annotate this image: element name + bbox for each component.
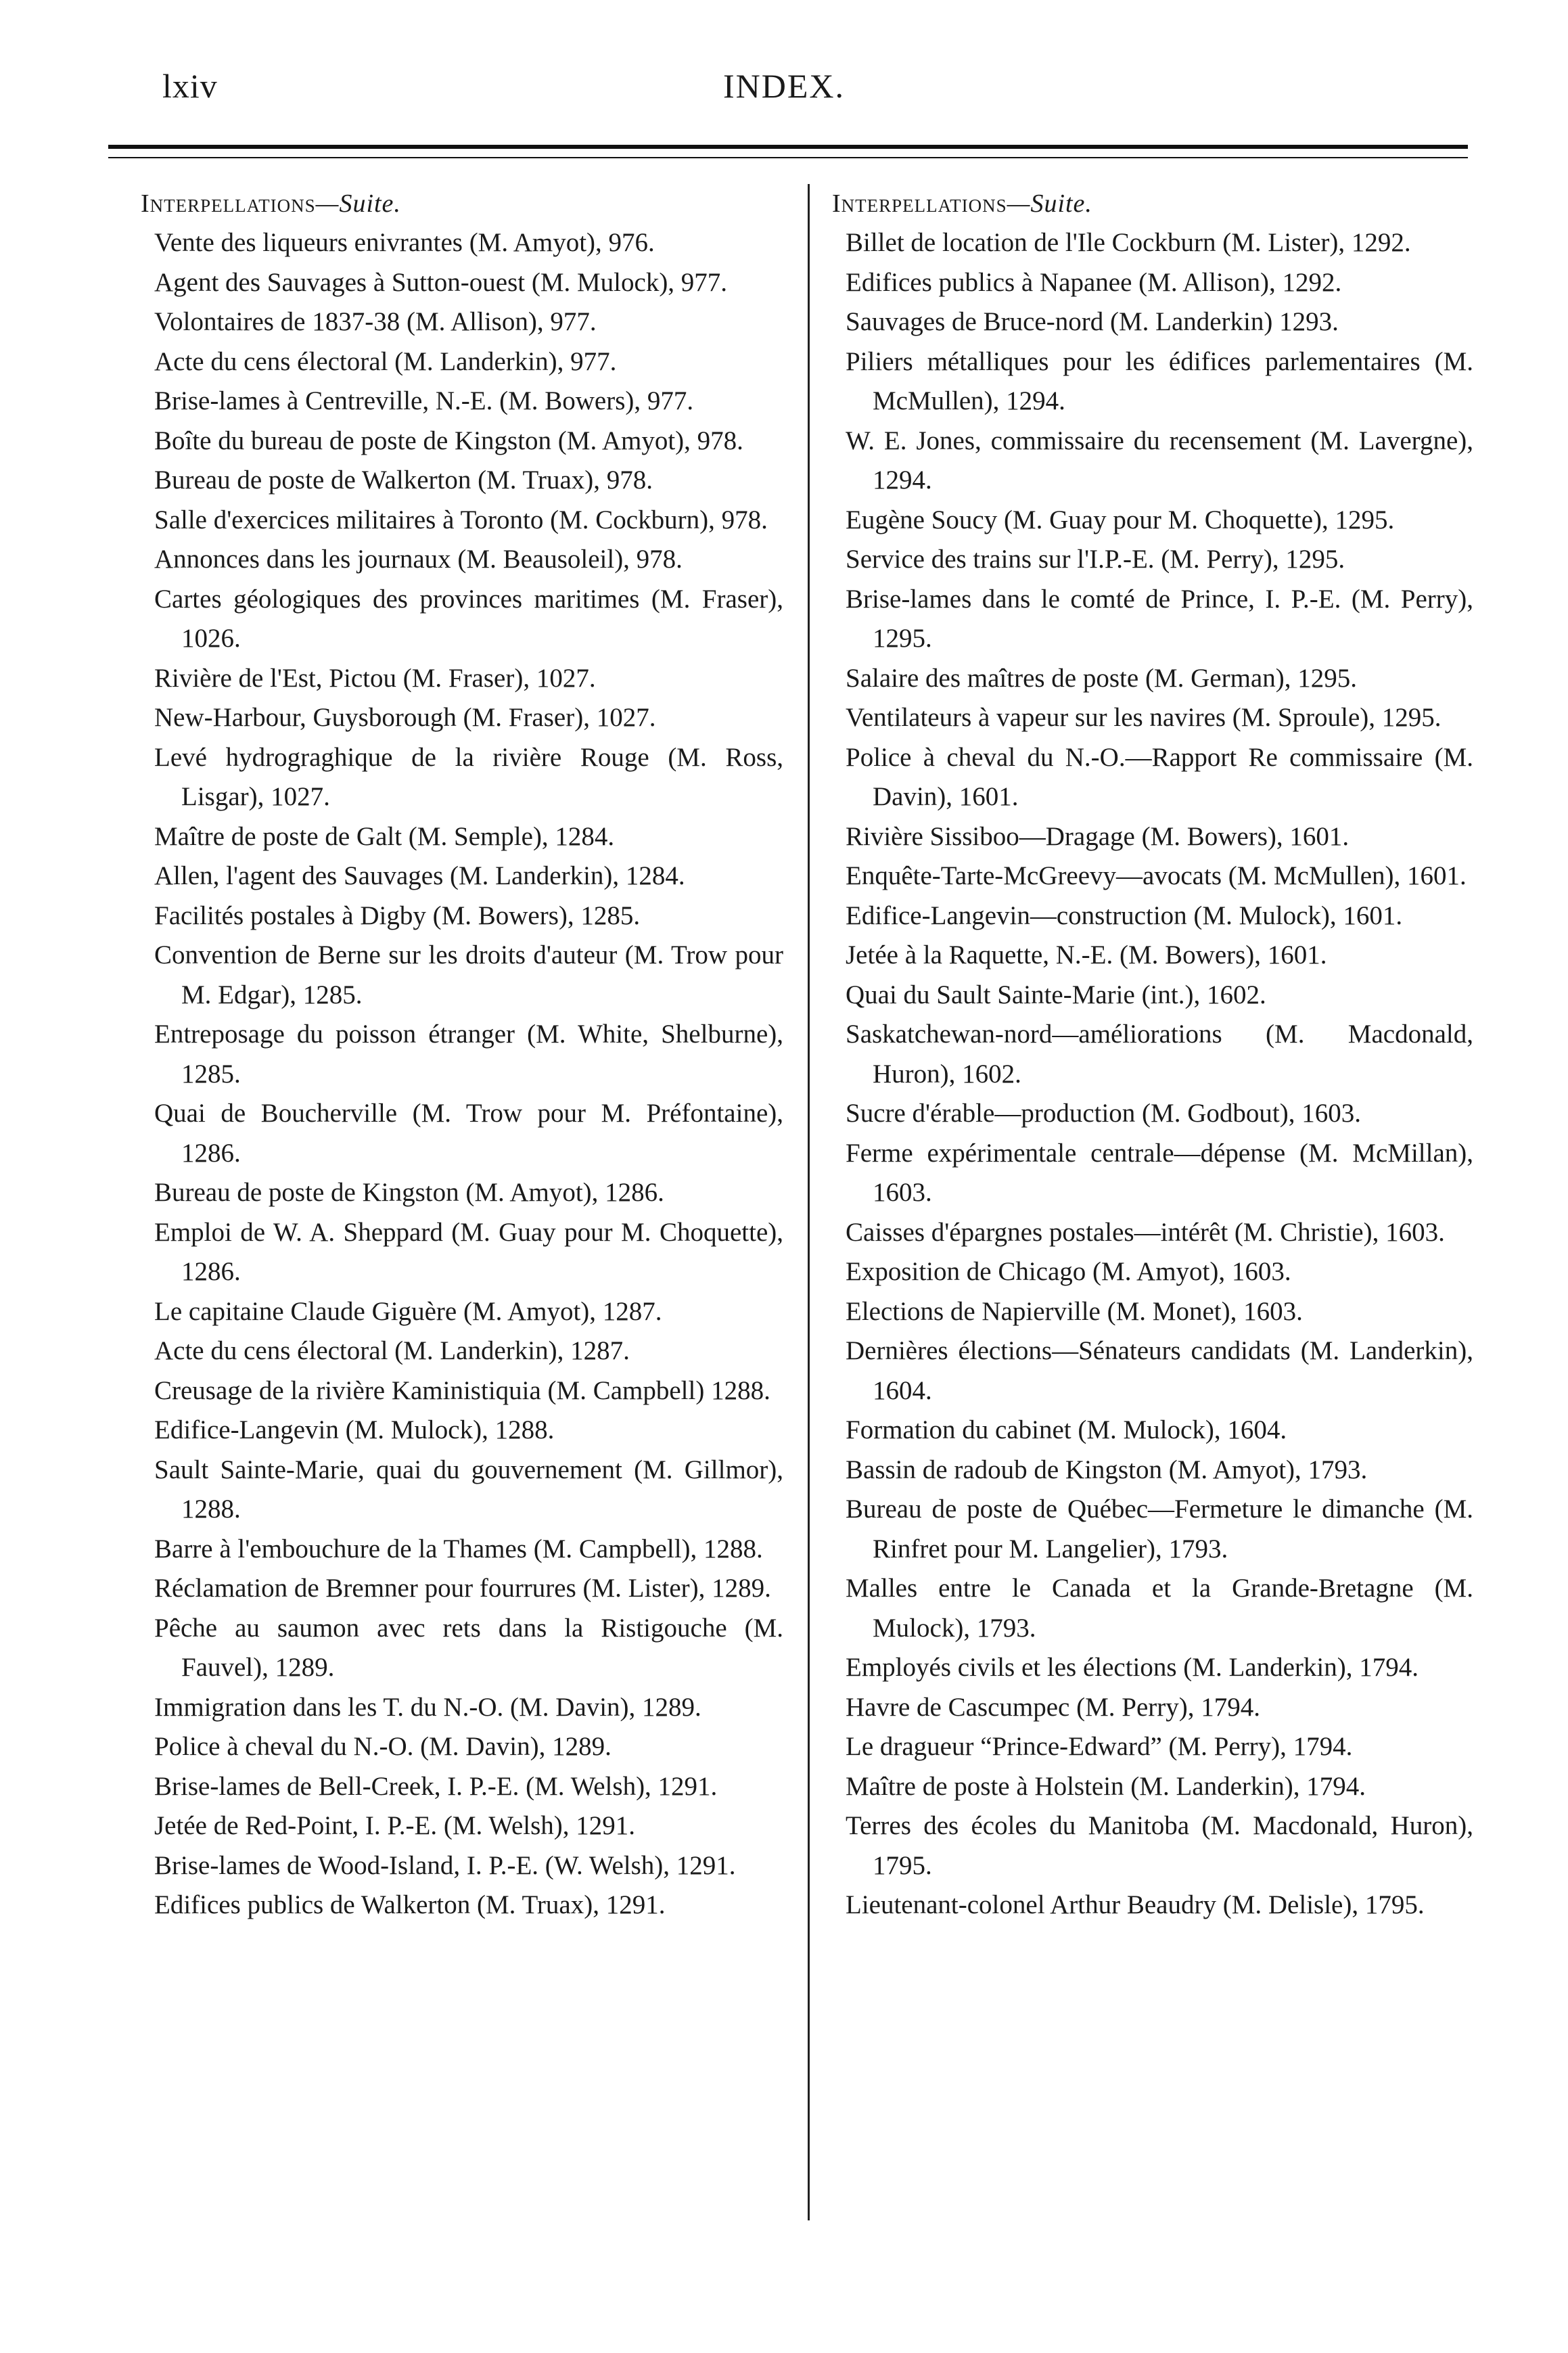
entry-list xyxy=(846,223,1473,1925)
index-entry: Agent des Sauvages à Sutton-ouest (M. Mulock), 977. xyxy=(154,267,728,297)
index-entry: Allen, l'agent des Sauvages (M. Landerkin), 1284. xyxy=(154,861,685,890)
index-entry: Le dragueur “Prince-Edward” (M. Perry), 1794. xyxy=(846,1732,1353,1761)
right-column xyxy=(832,184,1473,1925)
index-entry: Eugène Soucy (M. Guay pour M. Choquette), 1295. xyxy=(846,505,1395,534)
index-entry: Bureau de poste de Walkerton (M. Truax), 978. xyxy=(154,465,653,495)
index-entry: Edifices publics de Walkerton (M. Truax), 1291. xyxy=(154,1890,666,1919)
index-entry: Brise-lames de Bell-Creek, I. P.-E. (M. Welsh), 1291. xyxy=(154,1771,718,1801)
section-heading-suffix: —Suite. xyxy=(1007,189,1092,218)
index-entry: Saskatchewan-nord—améliorations (M. Macdonald, Huron), 1602. xyxy=(846,1020,1473,1089)
index-entry: Brise-lames dans le comté de Prince, I. P.-E. (M. Perry), 1295. xyxy=(846,584,1473,653)
index-entry: Billet de location de l'Ile Cockburn (M. Lister), 1292. xyxy=(846,228,1411,257)
index-entry: Bureau de poste de Québec—Fermeture le dimanche (M. Rinfret pour M. Langelier), 1793. xyxy=(846,1494,1473,1563)
index-entry: Brise-lames de Wood-Island, I. P.-E. (W. Welsh), 1291. xyxy=(154,1850,736,1880)
index-entry: Levé hydrograghique de la rivière Rouge (M. Ross, Lisgar), 1027. xyxy=(154,742,783,811)
index-entry: Rivière de l'Est, Pictou (M. Fraser), 1027. xyxy=(154,663,596,693)
index-entry: New-Harbour, Guysborough (M. Fraser), 1027. xyxy=(154,703,656,732)
index-entry: Quai du Sault Sainte-Marie (int.), 1602. xyxy=(846,980,1266,1009)
header-rule-thick xyxy=(108,145,1468,149)
page-header xyxy=(0,0,1568,149)
index-entry: Salle d'exercices militaires à Toronto (M. Cockburn), 978. xyxy=(154,505,768,534)
index-entry: Salaire des maîtres de poste (M. German), 1295. xyxy=(846,663,1357,693)
section-heading-text: Interpellations xyxy=(141,189,316,218)
index-entry: Dernières élections—Sénateurs candidats (M. Landerkin), 1604. xyxy=(846,1336,1473,1405)
section-heading-text: Interpellations xyxy=(832,189,1007,218)
index-entry: Employés civils et les élections (M. Landerkin), 1794. xyxy=(846,1653,1419,1682)
page-number: lxiv xyxy=(162,67,218,105)
index-entry: Volontaires de 1837-38 (M. Allison), 977. xyxy=(154,307,597,336)
entry-list xyxy=(154,223,783,1925)
index-entry: Barre à l'embouchure de la Thames (M. Campbell), 1288. xyxy=(154,1534,763,1563)
index-entry: Ferme expérimentale centrale—dépense (M. McMillan), 1603. xyxy=(846,1138,1473,1207)
index-entry: Cartes géologiques des provinces maritimes (M. Fraser), 1026. xyxy=(154,584,783,653)
index-entry: W. E. Jones, commissaire du recensement (M. Lavergne), 1294. xyxy=(846,426,1473,495)
index-entry: Bassin de radoub de Kingston (M. Amyot), 1793. xyxy=(846,1455,1368,1484)
index-entry: Havre de Cascumpec (M. Perry), 1794. xyxy=(846,1692,1260,1722)
index-entry: Jetée à la Raquette, N.-E. (M. Bowers), 1601. xyxy=(846,940,1327,969)
index-entry: Piliers métalliques pour les édifices parlementaires (M. McMullen), 1294. xyxy=(846,346,1473,415)
index-entry: Ventilateurs à vapeur sur les navires (M. Sproule), 1295. xyxy=(846,703,1442,732)
index-entry: Convention de Berne sur les droits d'auteur (M. Trow pour M. Edgar), 1285. xyxy=(154,940,783,1009)
index-entry: Bureau de poste de Kingston (M. Amyot), 1286. xyxy=(154,1178,664,1207)
index-entry: Maître de poste à Holstein (M. Landerkin), 1794. xyxy=(846,1771,1366,1801)
index-entry: Caisses d'épargnes postales—intérêt (M. Christie), 1603. xyxy=(846,1217,1445,1247)
index-entry: Pêche au saumon avec rets dans la Ristigouche (M. Fauvel), 1289. xyxy=(154,1613,783,1682)
index-entry: Acte du cens électoral (M. Landerkin), 977. xyxy=(154,346,617,376)
index-entry: Rivière Sissiboo—Dragage (M. Bowers), 1601. xyxy=(846,821,1350,851)
index-entry: Sucre d'érable—production (M. Godbout), 1603. xyxy=(846,1099,1361,1128)
index-entry: Edifice-Langevin (M. Mulock), 1288. xyxy=(154,1415,555,1444)
index-entry: Vente des liqueurs enivrantes (M. Amyot), 976. xyxy=(154,228,655,257)
index-entry: Police à cheval du N.-O. (M. Davin), 1289. xyxy=(154,1732,612,1761)
index-entry: Enquête-Tarte-McGreevy—avocats (M. McMullen), 1601. xyxy=(846,861,1467,890)
index-entry: Creusage de la rivière Kaministiquia (M. Campbell) 1288. xyxy=(154,1375,770,1405)
header-rule-thin xyxy=(108,157,1468,158)
index-entry: Emploi de W. A. Sheppard (M. Guay pour M. Choquette), 1286. xyxy=(154,1217,783,1286)
index-entry: Boîte du bureau de poste de Kingston (M. Amyot), 978. xyxy=(154,426,743,455)
page-title: INDEX. xyxy=(722,67,846,105)
index-entry: Exposition de Chicago (M. Amyot), 1603. xyxy=(846,1257,1291,1286)
index-entry: Le capitaine Claude Giguère (M. Amyot), 1287. xyxy=(154,1296,662,1326)
index-entry: Sault Sainte-Marie, quai du gouvernement (M. Gillmor), 1288. xyxy=(154,1455,783,1524)
index-entry: Réclamation de Bremner pour fourrures (M. Lister), 1289. xyxy=(154,1574,771,1603)
index-entry: Annonces dans les journaux (M. Beausoleil), 978. xyxy=(154,545,683,574)
index-entry: Entreposage du poisson étranger (M. White, Shelburne), 1285. xyxy=(154,1020,783,1089)
index-entry: Police à cheval du N.-O.—Rapport Re commissaire (M. Davin), 1601. xyxy=(846,742,1473,811)
index-entry: Terres des écoles du Manitoba (M. Macdonald, Huron), 1795. xyxy=(846,1811,1473,1880)
index-entry: Immigration dans les T. du N.-O. (M. Davin), 1289. xyxy=(154,1692,701,1722)
index-entry: Jetée de Red-Point, I. P.-E. (M. Welsh), 1291. xyxy=(154,1811,636,1840)
index-entry: Quai de Boucherville (M. Trow pour M. Préfontaine), 1286. xyxy=(154,1099,783,1168)
index-entry: Facilités postales à Digby (M. Bowers), 1285. xyxy=(154,900,641,930)
index-entry: Sauvages de Bruce-nord (M. Landerkin) 1293. xyxy=(846,307,1339,336)
section-heading xyxy=(832,184,1473,223)
left-column xyxy=(141,184,783,1925)
index-entry: Elections de Napierville (M. Monet), 1603. xyxy=(846,1296,1303,1326)
index-entry: Formation du cabinet (M. Mulock), 1604. xyxy=(846,1415,1287,1444)
index-entry: Brise-lames à Centreville, N.-E. (M. Bowers), 977. xyxy=(154,386,694,415)
index-entry: Maître de poste de Galt (M. Semple), 1284. xyxy=(154,821,615,851)
index-entry: Acte du cens électoral (M. Landerkin), 1287. xyxy=(154,1336,630,1365)
index-entry: Edifices publics à Napanee (M. Allison), 1292. xyxy=(846,267,1342,297)
index-entry: Service des trains sur l'I.P.-E. (M. Perry), 1295. xyxy=(846,545,1345,574)
column-divider xyxy=(808,184,810,2220)
index-entry: Lieutenant-colonel Arthur Beaudry (M. Delisle), 1795. xyxy=(846,1890,1425,1919)
section-heading xyxy=(141,184,783,223)
index-entry: Edifice-Langevin—construction (M. Mulock), 1601. xyxy=(846,900,1403,930)
section-heading-suffix: —Suite. xyxy=(315,189,401,218)
index-entry: Malles entre le Canada et la Grande-Bretagne (M. Mulock), 1793. xyxy=(846,1574,1473,1643)
